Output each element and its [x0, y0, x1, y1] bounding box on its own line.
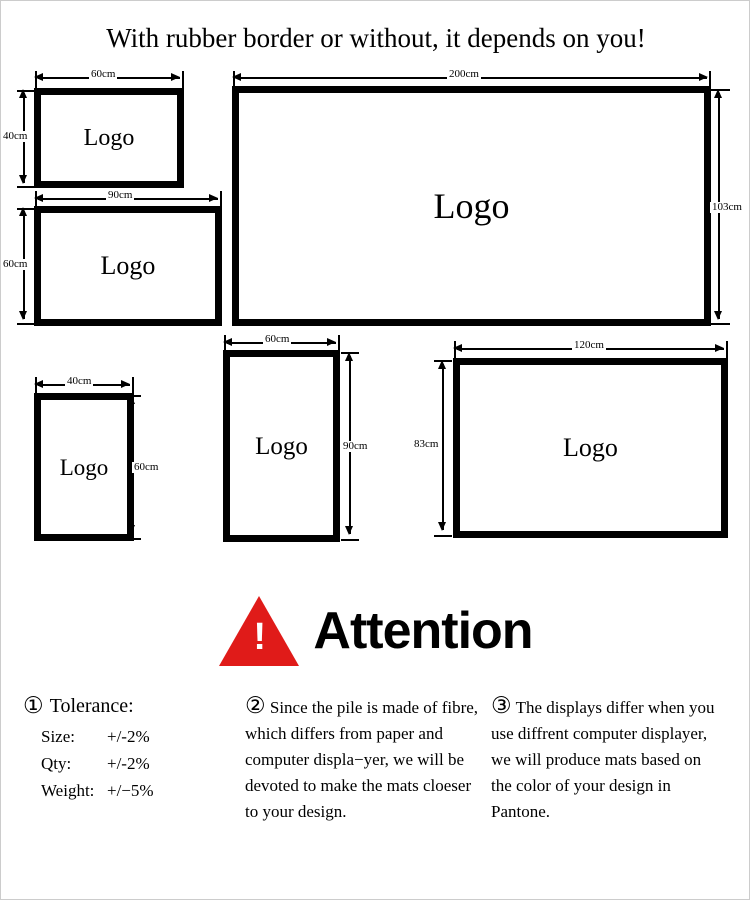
arrow-down-icon: [19, 311, 27, 320]
note-tolerance: [23, 693, 237, 825]
tolerance-value: +/-2%: [107, 727, 150, 746]
arrow-down-icon: [438, 522, 446, 531]
arrow-right-icon: [171, 73, 180, 81]
dim-label-60cm: 60cm: [91, 68, 116, 80]
tolerance-value: +/-2%: [107, 754, 150, 773]
arrow-right-icon: [121, 380, 130, 388]
attention-banner: [1, 596, 750, 666]
dim-tick: [17, 208, 37, 210]
tolerance-row-weight: [41, 777, 237, 804]
dim-label-60cm-left: 60cm: [3, 258, 28, 270]
mat-rect-120x83: [453, 358, 728, 538]
tolerance-key: Qty:: [41, 754, 72, 773]
dim-tick: [17, 323, 37, 325]
arrow-right-icon: [715, 344, 724, 352]
dim-tick: [710, 89, 730, 91]
warning-triangle-icon: [219, 596, 299, 666]
note-3-flow: [491, 693, 721, 825]
mat-label: Logo: [83, 125, 135, 151]
dim-tick: [123, 538, 141, 540]
dim-label-40cm: 40cm: [3, 130, 28, 142]
mat-rect-90x60: [34, 206, 222, 326]
dim-tick: [726, 341, 728, 359]
notes-row: [23, 693, 733, 825]
arrow-down-icon: [127, 525, 135, 534]
dim-label-60cm-right: 60cm: [134, 461, 159, 473]
dim-tick: [709, 71, 711, 89]
dim-label-90cm: 90cm: [108, 189, 133, 201]
tolerance-value: +/−5%: [107, 781, 154, 800]
dim-label-103cm: 103cm: [712, 201, 742, 213]
arrow-right-icon: [209, 194, 218, 202]
mat-rect-200x103: [232, 86, 711, 326]
dim-label-120cm: 120cm: [574, 339, 604, 351]
dim-tick: [35, 71, 37, 89]
mat-label: Logo: [433, 186, 510, 226]
arrow-down-icon: [19, 175, 27, 184]
dim-tick: [17, 186, 37, 188]
mat-rect-60x40: [34, 88, 184, 188]
dim-tick: [123, 395, 141, 397]
dim-tick: [220, 191, 222, 207]
arrow-down-icon: [714, 311, 722, 320]
dim-tick: [434, 535, 452, 537]
dim-label-60cm-top2: 60cm: [265, 333, 290, 345]
dim-tick: [35, 377, 37, 395]
note-number-1: ①: [23, 693, 44, 718]
dim-tick: [341, 539, 359, 541]
note-header: [23, 693, 237, 719]
dim-tick: [454, 341, 456, 359]
dim-tick: [434, 360, 452, 362]
dim-line-83cm-left: [442, 364, 444, 530]
tolerance-row-qty: [41, 750, 237, 777]
dim-tick: [35, 191, 37, 207]
dim-tick: [341, 352, 359, 354]
tolerance-row-size: [41, 723, 237, 750]
note-2-flow: [245, 693, 483, 825]
dim-tick: [224, 335, 226, 353]
note-title-tolerance: Tolerance:: [49, 695, 134, 717]
mat-label: Logo: [563, 433, 618, 462]
mat-rect-60x90: [223, 350, 340, 542]
dim-label-83cm: 83cm: [414, 438, 439, 450]
mat-label: Logo: [100, 251, 156, 280]
exclamation-mark: !: [253, 616, 267, 658]
arrow-down-icon: [345, 526, 353, 535]
tolerance-list: [41, 723, 237, 804]
tolerance-key: Weight:: [41, 781, 95, 800]
dim-tick: [17, 90, 37, 92]
note-number-2: ②: [245, 693, 266, 718]
dim-tick: [338, 335, 340, 353]
page-title: With rubber border or without, it depends on you!: [106, 23, 646, 53]
dim-tick: [233, 71, 235, 89]
mat-label: Logo: [59, 454, 109, 480]
attention-title: Attention: [313, 602, 533, 660]
note-2-body: Since the pile is made of fibre, which differs from paper and computer displa−yer, we will be devoted to make the mats cloeser to your design.: [245, 698, 479, 821]
mat-label: Logo: [255, 432, 308, 460]
dim-tick: [182, 71, 184, 89]
note-number-3: ③: [491, 693, 512, 718]
dim-tick: [132, 377, 134, 395]
arrow-right-icon: [699, 73, 708, 81]
tolerance-key: Size:: [41, 727, 75, 746]
dim-label-40cm-top: 40cm: [67, 375, 92, 387]
note-pile-material: [245, 693, 483, 825]
dim-tick: [710, 323, 730, 325]
dim-label-200cm: 200cm: [449, 68, 479, 80]
dim-label-90cm: 90cm: [343, 440, 368, 452]
arrow-right-icon: [327, 338, 336, 346]
note-3-body: The displays differ when you use diffrent computer displayer, we will produce mats based on the color of your design in Pantone.: [491, 698, 715, 821]
note-display-color: [491, 693, 721, 825]
mat-rect-40x60: [34, 393, 134, 541]
